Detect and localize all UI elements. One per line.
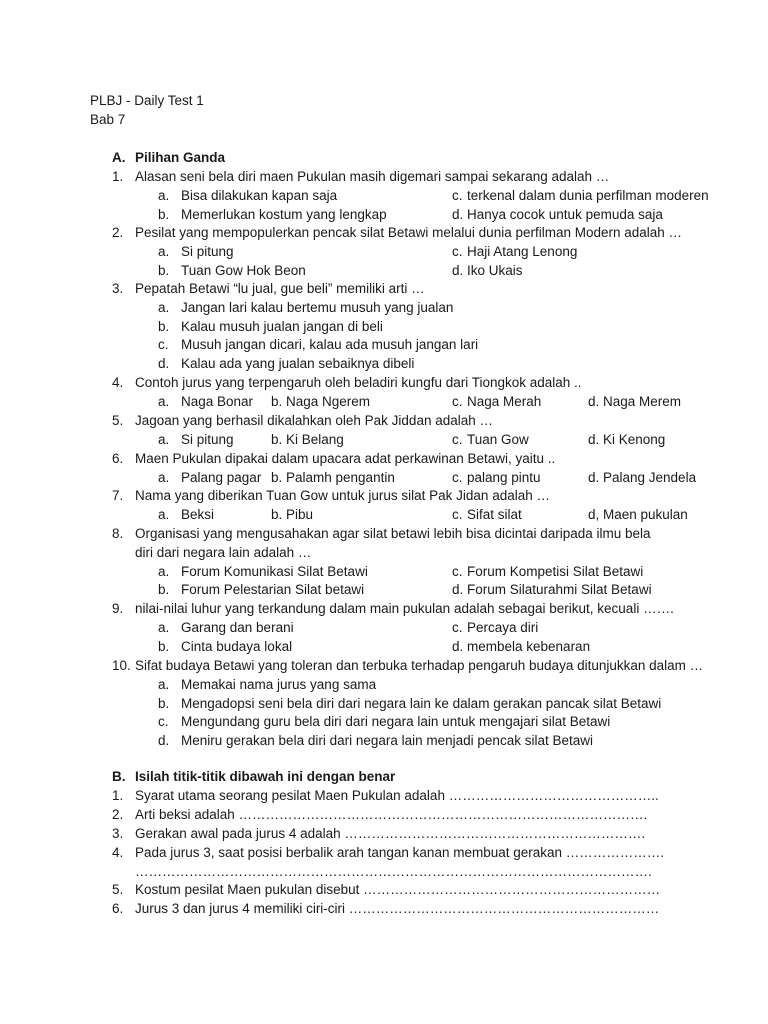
option-text: palang pintu [467,469,541,485]
section-b-heading: Isilah titik-titik dibawah ini dengan benar [135,769,396,784]
option-text: terkenal dalam dunia perfilman moderen [467,187,709,203]
option-label: c. [158,337,169,353]
option-text: Palang pagar [181,469,262,485]
option-text: Maen pukulan [603,506,688,522]
option-text: Ki Belang [286,431,344,447]
option-label: d, [588,506,600,522]
fill-item-number: 3. [112,826,124,841]
fill-item-number: 2. [112,807,124,822]
option-label: c. [452,243,463,259]
chapter-label: Bab 7 [90,112,126,127]
option-label: b. [158,206,170,222]
question-number: 3. [112,281,124,296]
option-text: Cinta budaya lokal [181,638,293,654]
option-text: Mengundang guru bela diri dari negara lain untuk mengajari silat Betawi [181,714,611,730]
option-text: Hanya cocok untuk pemuda saja [467,206,663,222]
option-label: c. [452,393,463,409]
fill-item-number: 1. [112,788,124,803]
question-number: 2. [112,225,124,240]
question-text: Jagoan yang berhasil dikalahkan oleh Pak Jiddan adalah … [135,413,494,428]
option-text: Kalau musuh jualan jangan di beli [181,318,383,334]
option-label: a. [158,431,170,447]
question-text: nilai-nilai luhur yang terkandung dalam main pukulan adalah sebagai berikut, kecuali ……. [135,601,674,616]
option-label: d. [588,393,600,409]
option-text: Si pitung [181,243,234,259]
option-label: d. [452,638,464,654]
option-label: a. [158,393,170,409]
option-text: Musuh jangan dicari, kalau ada musuh jangan lari [181,337,479,353]
option-label: d. [588,469,600,485]
option-text: Palamh pengantin [286,469,395,485]
option-label: a. [158,676,170,692]
option-label: a. [158,506,170,522]
option-label: c. [452,563,463,579]
section-a-marker: A. [112,150,126,165]
question-text: Pepatah Betawi “lu jual, gue beli” memiliki arti … [135,281,425,296]
option-label: b. [158,318,170,334]
question-text: Nama yang diberikan Tuan Gow untuk jurus silat Pak Jidan adalah … [135,488,550,503]
option-text: Beksi [181,506,215,522]
option-label: b. [271,506,283,522]
question-number: 6. [112,451,124,466]
question-number: 7. [112,488,124,503]
fill-item-text: Kostum pesilat Maen pukulan disebut ………………………………………………………… [135,882,661,897]
option-label: b. [271,431,283,447]
fill-item-text: Pada jurus 3, saat posisi berbalik arah tangan kanan membuat gerakan …………………. [135,845,665,860]
option-label: a. [158,187,170,203]
option-text: Tuan Gow [467,431,529,447]
option-text: Forum Silaturahmi Silat Betawi [467,582,652,598]
option-label: b. [158,695,170,711]
option-label: d. [452,582,464,598]
option-text: Mengadopsi seni bela diri dari negara lain ke dalam gerakan pancak silat Betawi [181,695,662,711]
option-label: d. [452,262,464,278]
fill-item-text-continued: ……………………………………………………………………………………………………. [135,863,652,879]
question-text: Alasan seni bela diri maen Pukulan masih digemari sampai sekarang adalah … [135,169,610,184]
option-label: c. [452,187,463,203]
option-label: b. [271,393,283,409]
option-label: a. [158,299,170,315]
fill-item-number: 6. [112,901,124,916]
option-text: Forum Komunikasi Silat Betawi [181,563,368,579]
option-label: d. [158,356,170,372]
option-text: Naga Merah [467,393,542,409]
option-label: b. [158,262,170,278]
option-text: Percaya diri [467,619,539,635]
option-label: b. [271,469,283,485]
question-text: Sifat budaya Betawi yang toleran dan terbuka terhadap pengaruh budaya ditunjukkan dalam … [135,658,704,673]
question-text: Pesilat yang mempopulerkan pencak silat Betawi melalui dunia perfilman Modern adalah … [135,225,683,240]
document-title: PLBJ - Daily Test 1 [90,93,204,108]
section-a-heading: Pilihan Ganda [135,150,226,165]
option-text: Tuan Gow Hok Beon [181,262,306,278]
option-text: Haji Atang Lenong [467,243,578,259]
option-text: Meniru gerakan bela diri dari negara lain menjadi pencak silat Betawi [181,733,593,749]
option-label: c. [452,469,463,485]
question-text: Maen Pukulan dipakai dalam upacara adat perkawinan Betawi, yaitu .. [135,451,556,466]
option-text: Naga Merem [603,393,682,409]
option-text: Forum Kompetisi Silat Betawi [467,563,644,579]
option-label: c. [452,619,463,635]
question-number: 8. [112,526,124,541]
option-label: c. [452,431,463,447]
option-label: b. [158,638,170,654]
question-text-continued: diri dari negara lain adalah … [135,544,312,560]
option-text: Forum Pelestarian Silat betawi [181,582,365,598]
fill-item-number: 5. [112,882,124,897]
option-text: Pibu [286,506,314,522]
option-label: d. [452,206,464,222]
question-number: 1. [112,169,124,184]
option-text: Naga Bonar [181,393,254,409]
option-text: Ki Kenong [603,431,666,447]
option-label: c. [158,714,169,730]
fill-item-text: Arti beksi adalah ………………………………………………………………………………. [135,807,648,822]
option-text: membela kebenaran [467,638,591,654]
option-label: a. [158,563,170,579]
option-text: Si pitung [181,431,234,447]
option-text: Palang Jendela [603,469,697,485]
option-text: Memerlukan kostum yang lengkap [181,206,387,222]
option-label: b. [158,582,170,598]
fill-item-text: Syarat utama seorang pesilat Maen Pukulan adalah ……………………………………….. [135,788,659,803]
question-number: 10. [112,658,131,673]
option-text: Memakai nama jurus yang sama [181,676,377,692]
question-text: Organisasi yang mengusahakan agar silat betawi lebih bisa dicintai daripada ilmu bela [135,526,651,541]
option-text: Jangan lari kalau bertemu musuh yang jualan [181,299,454,315]
option-text: Naga Ngerem [286,393,371,409]
option-text: Bisa dilakukan kapan saja [181,187,338,203]
question-number: 4. [112,375,124,390]
fill-item-text: Jurus 3 dan jurus 4 memiliki ciri-ciri …………………………………………………………… [135,901,660,916]
option-text: Garang dan berani [181,619,294,635]
option-label: a. [158,243,170,259]
option-text: Kalau ada yang jualan sebaiknya dibeli [181,356,415,372]
option-text: Iko Ukais [467,262,523,278]
option-label: a. [158,469,170,485]
question-text: Contoh jurus yang terpengaruh oleh beladiri kungfu dari Tiongkok adalah .. [135,375,582,390]
option-label: c. [452,506,463,522]
section-b-marker: B. [112,769,126,784]
question-number: 9. [112,601,124,616]
option-label: d. [588,431,600,447]
question-number: 5. [112,413,124,428]
option-label: a. [158,619,170,635]
option-text: Sifat silat [467,506,522,522]
option-label: d. [158,733,170,749]
fill-item-number: 4. [112,845,124,860]
fill-item-text: Gerakan awal pada jurus 4 adalah …………………………………………………………. [135,826,646,841]
